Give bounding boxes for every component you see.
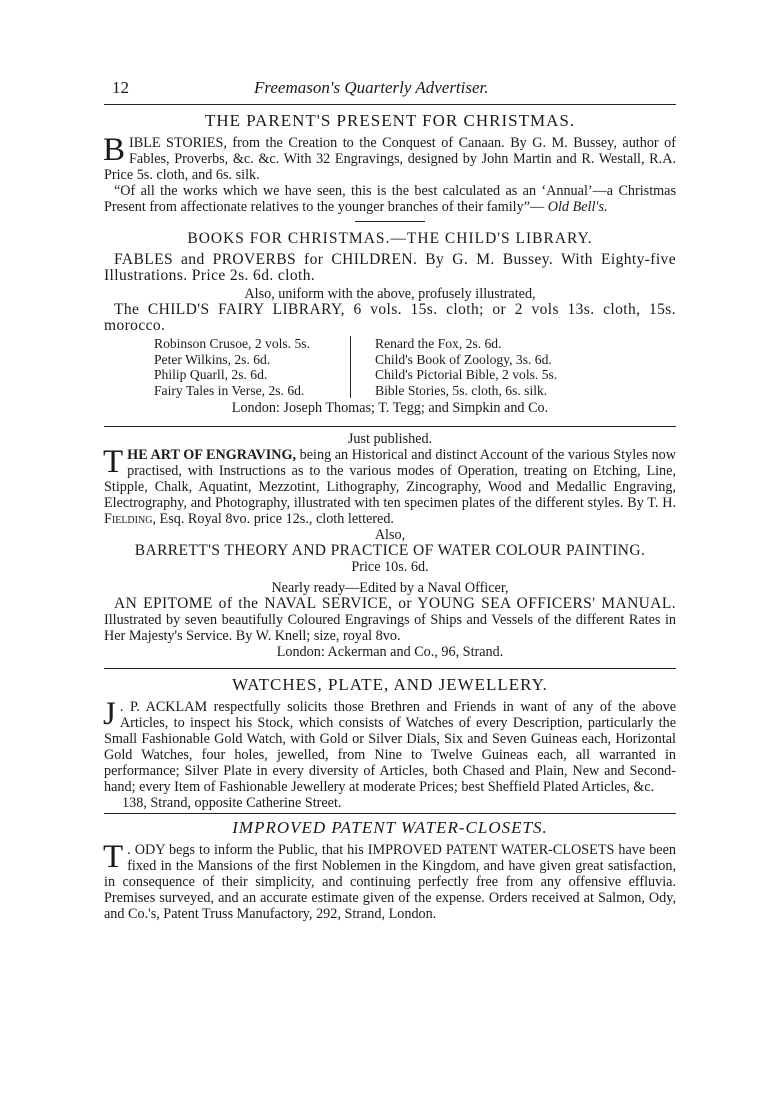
drop-cap: T bbox=[103, 839, 124, 875]
running-title: Freemason's Quarterly Advertiser. bbox=[254, 78, 489, 97]
review-quote: “Of all the works which we have seen, this is the best calculated as an ‘Annual’—a Christmas Present from affectionate relatives to the younger branches of their family”— Old Bell's. bbox=[104, 183, 676, 215]
list-item: Renard the Fox, 2s. 6d. bbox=[375, 336, 502, 351]
list-item: Child's Pictorial Bible, 2 vols. 5s. bbox=[375, 367, 558, 382]
advert-title: THE PARENT'S PRESENT FOR CHRISTMAS. bbox=[204, 111, 576, 130]
advert-parents-present bbox=[104, 111, 676, 215]
also-line: Also, uniform with the above, profusely illustrated, bbox=[244, 286, 536, 302]
section-rule bbox=[104, 426, 676, 427]
section-rule bbox=[104, 668, 676, 669]
advert-title: IMPROVED PATENT WATER-CLOSETS. bbox=[232, 818, 548, 837]
list-item: Robinson Crusoe, 2 vols. 5s. bbox=[154, 336, 310, 351]
nearly-ready: Nearly ready—Edited by a Naval Officer, bbox=[271, 580, 509, 596]
fairy-library-listing: The CHILD'S FAIRY LIBRARY, 6 vols. 15s. cloth; or 2 vols 13s. cloth, 15s. morocco. bbox=[104, 301, 676, 334]
list-item: Bible Stories, 5s. cloth, 6s. silk. bbox=[375, 382, 548, 398]
also-line: Also, bbox=[374, 527, 406, 543]
section-divider bbox=[355, 221, 425, 222]
advert-title: WATCHES, PLATE, AND JEWELLERY. bbox=[232, 675, 548, 694]
advert-water-closets bbox=[104, 818, 676, 922]
advert-watches bbox=[104, 675, 676, 811]
drop-cap: B bbox=[103, 132, 126, 168]
publisher-line: London: Joseph Thomas; T. Tegg; and Simpkin and Co. bbox=[231, 400, 549, 416]
list-item: Philip Quarll, 2s. 6d. bbox=[154, 367, 268, 382]
section-rule bbox=[104, 813, 676, 814]
book-list bbox=[154, 336, 676, 398]
page bbox=[104, 74, 676, 922]
advert-body: J . P. ACKLAM respectfully solicits those Brethren and Friends in want of any of the above Articles, to inspect his Stock, which consists of Watches of every Description, particularly the Small Fashionable Gold Watch, with Gold or Silver Dials, Six and Seven Guineas each, Horizontal Gold Watches, four holes, jewelled, from Nine to Twelve Guineas each, all warranted in performance; Silver Plate in every diversity of Articles, both Chased and Plain, New and Second-hand; every Item of Fashionable Jewellery at moderate Prices; best Sheffield Plated Articles, &c. bbox=[103, 696, 676, 795]
advert-childs-library bbox=[104, 230, 676, 416]
advert-body: T . ODY begs to inform the Public, that his IMPROVED PATENT WATER-CLOSETS have been fixed in the Mansions of the first Noblemen in the Kingdom, and have given great satisfaction, in consequence of their simplicity, and continuing perfectly free from any offensive effluvia. Premises surveyed, and an accurate estimate given of the expense. Orders received at Salmon, Ody, and Co.'s, Patent Truss Manufactory, 292, Strand, London. bbox=[103, 839, 676, 922]
just-published: Just published. bbox=[347, 431, 433, 447]
book-list-left bbox=[154, 336, 351, 398]
list-item: Peter Wilkins, 2s. 6d. bbox=[154, 351, 271, 367]
page-number: 12 bbox=[112, 78, 129, 97]
barrett-price: Price 10s. 6d. bbox=[351, 559, 429, 575]
quote-source: Old Bell's. bbox=[547, 199, 608, 215]
advert-body: BIBLE STORIES, from the Creation to the Conquest of Canaan. By G. M. Bussey, author of Fables, Proverbs, &c. &c. With 32 Engravings, designed by John Martin and R. Westall, R.A. Price 5s. cloth, and 6s. silk. bbox=[103, 132, 676, 183]
drop-cap: J bbox=[103, 696, 116, 732]
epitome-listing: AN EPITOME of the NAVAL SERVICE, or YOUNG SEA OFFICERS' MANUAL. Illustrated by seven beautifully Coloured Engravings of Ships and Vessels of the different Rates in Her Majesty's Service. By W. Knell; size, royal 8vo. bbox=[104, 595, 676, 644]
advert-title: BOOKS FOR CHRISTMAS.—THE CHILD'S LIBRARY. bbox=[187, 230, 593, 247]
publisher-line: London: Ackerman and Co., 96, Strand. bbox=[276, 644, 504, 660]
page-header bbox=[104, 74, 676, 104]
barrett-title: BARRETT'S THEORY AND PRACTICE OF WATER COLOUR PAINTING. bbox=[134, 542, 646, 559]
fables-listing: FABLES and PROVERBS for CHILDREN. By G. M. Bussey. With Eighty-five Illustrations. Price 2s. 6d. cloth. bbox=[104, 251, 676, 284]
address-line: 138, Strand, opposite Catherine Street. bbox=[122, 795, 342, 811]
advert-body: THE ART OF ENGRAVING, being an Historical and distinct Account of the various Styles now practised, with Instructions as to the various modes of Operation, treating on Etching, Line, Stipple, Chalk, Aquatint, Mezzotint, Lithography, Zincography, Wood and Medallic Engraving, Electrography, and Photography, illustrated with ten specimen plates of the different styles. By T. H. Fielding, Esq. Royal 8vo. price 12s., cloth lettered. bbox=[103, 444, 676, 527]
list-item: Child's Book of Zoology, 3s. 6d. bbox=[375, 351, 552, 367]
book-list-right bbox=[351, 336, 557, 398]
drop-cap: T bbox=[103, 444, 124, 480]
advert-engraving bbox=[104, 431, 676, 660]
list-item: Fairy Tales in Verse, 2s. 6d. bbox=[154, 382, 305, 398]
header-rule bbox=[104, 104, 676, 105]
